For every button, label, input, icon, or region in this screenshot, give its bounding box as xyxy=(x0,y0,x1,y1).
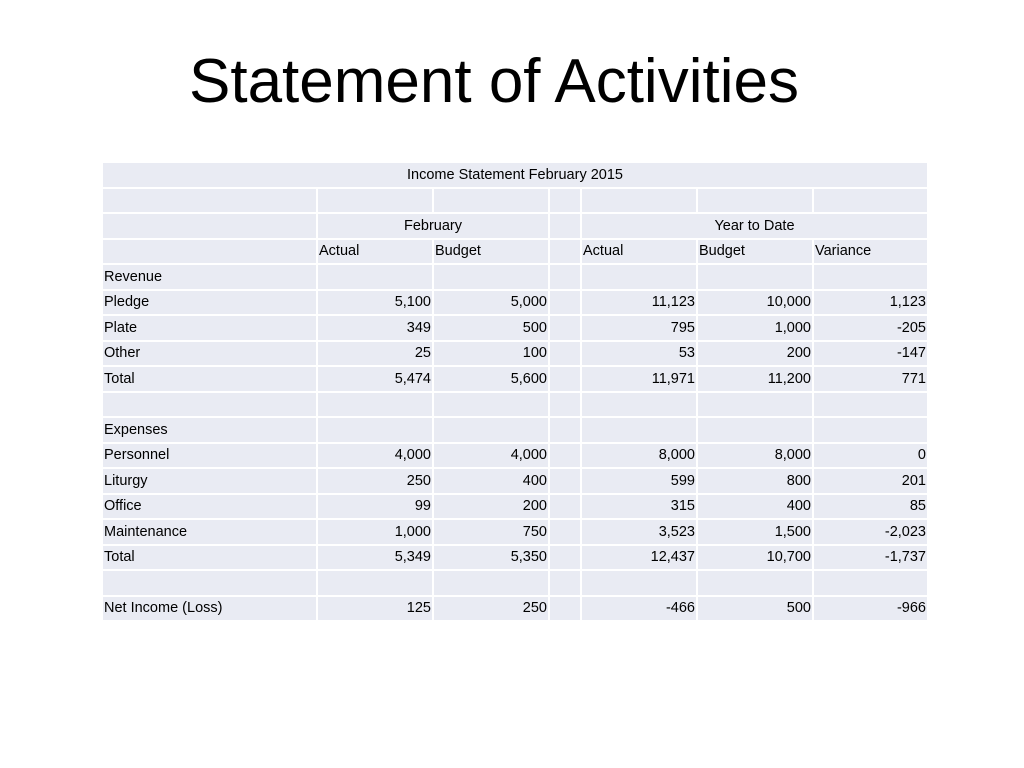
ytd-actual-cell: -466 xyxy=(582,597,696,621)
empty-cell xyxy=(103,571,316,595)
empty-cell xyxy=(698,393,812,417)
ytd-actual-cell: 3,523 xyxy=(582,520,696,544)
ytd-budget-cell: 1,500 xyxy=(698,520,812,544)
empty-cell xyxy=(550,240,580,264)
feb-actual-header: Actual xyxy=(318,240,432,264)
row-label: Total xyxy=(103,367,316,391)
feb-actual-cell: 250 xyxy=(318,469,432,493)
income-statement-table xyxy=(101,161,929,622)
empty-cell xyxy=(698,265,812,289)
row-label: Office xyxy=(103,495,316,519)
variance-cell: 1,123 xyxy=(814,291,927,315)
row-label: Maintenance xyxy=(103,520,316,544)
ytd-variance-header: Variance xyxy=(814,240,927,264)
empty-cell xyxy=(814,265,927,289)
ytd-group-header: Year to Date xyxy=(582,214,927,238)
ytd-actual-cell: 11,971 xyxy=(582,367,696,391)
expenses-section-label: Expenses xyxy=(103,418,316,442)
empty-cell xyxy=(550,265,580,289)
empty-cell xyxy=(550,495,580,519)
empty-cell xyxy=(103,214,316,238)
table-row xyxy=(103,495,927,519)
caption-row xyxy=(103,163,927,187)
empty-cell xyxy=(550,189,580,213)
table-row xyxy=(103,520,927,544)
row-label: Liturgy xyxy=(103,469,316,493)
empty-cell xyxy=(103,189,316,213)
ytd-actual-cell: 12,437 xyxy=(582,546,696,570)
empty-cell xyxy=(550,597,580,621)
empty-cell xyxy=(550,571,580,595)
empty-cell xyxy=(814,418,927,442)
row-label: Pledge xyxy=(103,291,316,315)
feb-budget-cell: 200 xyxy=(434,495,548,519)
variance-cell: -1,737 xyxy=(814,546,927,570)
ytd-actual-cell: 8,000 xyxy=(582,444,696,468)
row-label: Plate xyxy=(103,316,316,340)
empty-cell xyxy=(434,393,548,417)
empty-cell xyxy=(103,240,316,264)
blank-row xyxy=(103,393,927,417)
table-row xyxy=(103,316,927,340)
ytd-actual-cell: 11,123 xyxy=(582,291,696,315)
ytd-budget-cell: 1,000 xyxy=(698,316,812,340)
empty-cell xyxy=(814,189,927,213)
slide-title: Statement of Activities xyxy=(189,47,799,116)
feb-actual-cell: 125 xyxy=(318,597,432,621)
revenue-section-label: Revenue xyxy=(103,265,316,289)
ytd-budget-cell: 8,000 xyxy=(698,444,812,468)
feb-budget-cell: 750 xyxy=(434,520,548,544)
group-header-row xyxy=(103,214,927,238)
empty-cell xyxy=(550,316,580,340)
feb-actual-cell: 5,100 xyxy=(318,291,432,315)
empty-cell xyxy=(582,189,696,213)
feb-actual-cell: 25 xyxy=(318,342,432,366)
variance-cell: 0 xyxy=(814,444,927,468)
row-label: Personnel xyxy=(103,444,316,468)
table-caption: Income Statement February 2015 xyxy=(103,163,927,187)
empty-cell xyxy=(434,571,548,595)
variance-cell: -147 xyxy=(814,342,927,366)
feb-budget-header: Budget xyxy=(434,240,548,264)
ytd-budget-cell: 10,000 xyxy=(698,291,812,315)
row-label: Other xyxy=(103,342,316,366)
table-row xyxy=(103,367,927,391)
ytd-actual-cell: 315 xyxy=(582,495,696,519)
ytd-budget-cell: 500 xyxy=(698,597,812,621)
empty-cell xyxy=(550,418,580,442)
empty-cell xyxy=(550,520,580,544)
ytd-actual-header: Actual xyxy=(582,240,696,264)
table-row xyxy=(103,469,927,493)
empty-cell xyxy=(814,571,927,595)
empty-cell xyxy=(550,393,580,417)
table-row xyxy=(103,546,927,570)
february-group-header: February xyxy=(318,214,548,238)
feb-actual-cell: 349 xyxy=(318,316,432,340)
variance-cell: -966 xyxy=(814,597,927,621)
empty-cell xyxy=(550,342,580,366)
empty-cell xyxy=(318,418,432,442)
ytd-budget-cell: 10,700 xyxy=(698,546,812,570)
ytd-budget-cell: 200 xyxy=(698,342,812,366)
empty-cell xyxy=(318,571,432,595)
table-row xyxy=(103,342,927,366)
row-label: Total xyxy=(103,546,316,570)
feb-actual-cell: 5,474 xyxy=(318,367,432,391)
empty-cell xyxy=(434,265,548,289)
empty-cell xyxy=(550,546,580,570)
column-header-row xyxy=(103,240,927,264)
empty-cell xyxy=(318,265,432,289)
ytd-actual-cell: 599 xyxy=(582,469,696,493)
empty-cell xyxy=(550,367,580,391)
blank-row xyxy=(103,189,927,213)
feb-actual-cell: 99 xyxy=(318,495,432,519)
feb-budget-cell: 4,000 xyxy=(434,444,548,468)
empty-cell xyxy=(550,469,580,493)
ytd-actual-cell: 53 xyxy=(582,342,696,366)
ytd-budget-cell: 11,200 xyxy=(698,367,812,391)
empty-cell xyxy=(550,291,580,315)
empty-cell xyxy=(582,418,696,442)
feb-budget-cell: 5,000 xyxy=(434,291,548,315)
table-row xyxy=(103,444,927,468)
feb-budget-cell: 5,350 xyxy=(434,546,548,570)
feb-budget-cell: 500 xyxy=(434,316,548,340)
empty-cell xyxy=(318,189,432,213)
empty-cell xyxy=(582,393,696,417)
feb-actual-cell: 4,000 xyxy=(318,444,432,468)
section-row xyxy=(103,265,927,289)
feb-budget-cell: 250 xyxy=(434,597,548,621)
variance-cell: 85 xyxy=(814,495,927,519)
feb-actual-cell: 5,349 xyxy=(318,546,432,570)
blank-row xyxy=(103,571,927,595)
empty-cell xyxy=(103,393,316,417)
empty-cell xyxy=(814,393,927,417)
feb-budget-cell: 5,600 xyxy=(434,367,548,391)
ytd-budget-cell: 400 xyxy=(698,495,812,519)
empty-cell xyxy=(550,214,580,238)
feb-actual-cell: 1,000 xyxy=(318,520,432,544)
ytd-budget-header: Budget xyxy=(698,240,812,264)
empty-cell xyxy=(550,444,580,468)
table-row xyxy=(103,291,927,315)
empty-cell xyxy=(698,418,812,442)
empty-cell xyxy=(434,189,548,213)
empty-cell xyxy=(698,189,812,213)
section-row xyxy=(103,418,927,442)
feb-budget-cell: 100 xyxy=(434,342,548,366)
empty-cell xyxy=(434,418,548,442)
variance-cell: -205 xyxy=(814,316,927,340)
variance-cell: 771 xyxy=(814,367,927,391)
variance-cell: 201 xyxy=(814,469,927,493)
ytd-actual-cell: 795 xyxy=(582,316,696,340)
ytd-budget-cell: 800 xyxy=(698,469,812,493)
empty-cell xyxy=(582,571,696,595)
feb-budget-cell: 400 xyxy=(434,469,548,493)
empty-cell xyxy=(698,571,812,595)
variance-cell: -2,023 xyxy=(814,520,927,544)
row-label: Net Income (Loss) xyxy=(103,597,316,621)
empty-cell xyxy=(318,393,432,417)
net-income-row xyxy=(103,597,927,621)
empty-cell xyxy=(582,265,696,289)
